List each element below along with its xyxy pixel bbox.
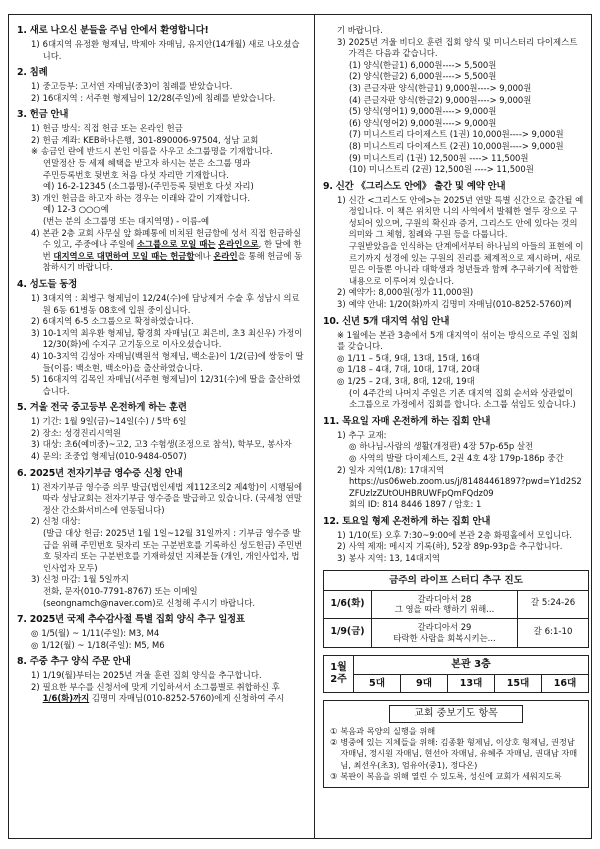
list-item: 2) 장소: 성경진리시역원	[31, 427, 121, 438]
price-line: (4) 큰글자판 양식(한글2) 9,000원----> 9,000원	[349, 94, 532, 105]
list-item: 2) 필요한 부수를 신청서에 맞게 기입하셔서 소그룹별로 취합하신 후 1/6(화)까지 김명미 자매님(010-8252-5760)에게 신청하여 주시	[31, 681, 285, 704]
rota-cell: 15대	[495, 675, 542, 692]
section-new-book	[323, 181, 585, 311]
rota-cell: 5대	[354, 675, 401, 692]
list-item: ※ 송금인 란에 반드시 본인 이름을 사우고 소그룹명을 기재합니다.	[31, 146, 273, 157]
list-item: 2) 헌금 계좌: KEB하나은행, 301-890006-97504, 성남 교회	[31, 134, 259, 145]
list-item: ◎ 1/11 – 5대, 9대, 13대, 15대, 16대	[337, 352, 481, 363]
section-members-news	[17, 279, 306, 397]
table-cell-reference: 갈 6:1-10	[533, 626, 573, 637]
list-item: 1) 기간: 1월 9일(금)~14일(수) / 5박 6일	[31, 416, 187, 427]
section-title: 6. 2025년 전자기부금 영수증 신청 안내	[17, 467, 183, 479]
list-item: ◎ 하나님-사람의 생활(개정판) 4장 57p-65p 살전	[349, 441, 534, 452]
price-line: (9) 미니스트리 (1권) 12,500원 ----> 11,500원	[349, 152, 529, 163]
list-item: 3) 대상: 초6(예비중)~고2, 고3 수험생(조정으로 참석), 학부모, 봉사자	[31, 439, 292, 450]
table-row	[324, 591, 588, 619]
list-item: 2) 예약가: 8,000원(정가 11,000원)	[337, 287, 474, 298]
list-item: 4) 본관 2층 교회 사무실 앞 화폐통에 비치된 헌금함에 성서 직접 헌금하실 수 있고, 주중에나 주일에 소그룹으로 모일 때는 온라인으로, 한 달에 한 번 대지역으로 대면하여 모일 때는 헌금함에나 온라인을 통해 헌금에 동참하시기 바랍니다.	[31, 227, 303, 273]
bulletin-page	[8, 14, 592, 839]
table-title: 금주의 라이프 스터디 추구 진도	[324, 571, 588, 591]
price-line: (5) 양식(영어1) 9,000원----> 9,000원	[349, 106, 497, 117]
list-item: 3) 개인 헌금을 하고자 하는 경우는 이래와 같이 기재합니다.	[31, 192, 250, 203]
list-item: 4) 문의: 조중업 형제님(010-9484-0507)	[31, 451, 187, 462]
prayer-title: 교회 중보기도 항목	[389, 705, 523, 723]
section-title: 4. 성도들 동정	[17, 279, 78, 290]
list-item: ③ 복판이 복음을 위해 열린 수 있도록, 성신에 교회가 세워지도록	[330, 770, 562, 781]
left-column	[9, 15, 315, 838]
list-item: 1) 6대지역 유정환 형제님, 박제아 자매님, 유지안(14개월) 새로 나오셨습니다.	[31, 38, 300, 61]
meeting-id: 회의 ID: 814 8446 1897 / 암호: 1	[349, 499, 482, 510]
rota-cell: 9대	[401, 675, 448, 692]
life-study-table	[323, 570, 589, 648]
list-item: 4) 10-3지역 김성아 자매님(백원석 형제님, 백소윤)이 1/2(금)에 쌍둥이 딸들(이름: 백소현, 백소아)을 출산하였습니다.	[31, 350, 304, 373]
list-item: 2) 16대지역 : 서주현 형제님이 12/28(주일)에 침례를 받았습니다.	[31, 92, 276, 103]
list-item: 3) 신청 마감: 1월 5일까지	[31, 574, 129, 585]
note-line: (이 4주간의 나머지 주일은 기존 대지역 집회 순서와 상관없이	[349, 387, 574, 398]
note-line: 주민등록번호 뒷번호 처음 다섯 자리만 기재합니다.	[43, 169, 229, 180]
section-title: 1. 새로 나오신 분들을 주님 안에서 환영합니다!	[17, 25, 209, 36]
zoom-link[interactable]: https://us06web.zoom.us/j/81484461897?pwd=Y1d2S2ZFUzlzZUtOUHBRUWFpQmFQdz09	[349, 476, 582, 498]
note-line: 예) 16-2-12345 (소그룹명)-(주민등록 뒷번호 다섯 자리)	[43, 181, 254, 192]
price-line: (7) 미니스트리 다이제스트 (1권) 10,000원----> 9,000원	[349, 129, 564, 140]
list-item: 1) 3대지역 : 최병구 형제님이 12/24(수)에 담낭제거 수술 후 성남시 의료원 6동 61병동 08호에 입원 중이십니다.	[31, 292, 300, 315]
list-item: ◎ 사역의 발랄 다이제스트, 2권 4호 4장 179p-186p 중간	[349, 452, 564, 463]
price-line: (3) 큰글자판 양식(한글1) 9,000원----> 9,000원	[349, 82, 532, 93]
table-cell-topic: 갈라디아서 29 타락한 사람을 회복시키는...	[372, 619, 518, 647]
list-item: ◎ 1/12(월) ~ 1/18(주일): M5, M6	[31, 639, 165, 650]
table-cell-reference: 갈 5:24-26	[530, 598, 576, 609]
list-item: 2) 일자 지역(1/8): 17대지역	[337, 464, 445, 475]
rota-cell: 16대	[553, 677, 577, 689]
section-title: 7. 2025년 국제 추수감사절 특별 집회 양식 추구 일정표	[17, 614, 245, 626]
price-line: (2) 양식(한글2) 6,000원----> 5,500원	[349, 71, 497, 82]
section-brothers-meeting	[323, 516, 585, 565]
section-welcome	[17, 25, 306, 62]
section-thanksgiving-schedule	[17, 614, 306, 651]
paragraph: 구원받았음을 인식하는 단계에서부터 하나님의 아들의 표현에 이르기까지 성경에 있는 구원의 진리를 체계적으로 제시하며, 새로 믿은 이들뿐 아니라 대학생과 청년들과 함께 추구하기에 적합한 내용으로 이루어져 있습니다.	[349, 241, 584, 286]
list-item: ① 복음과 목양의 실행을 위해	[330, 725, 436, 736]
note-line: 전화, 문자(010-7791-8767) 또는 이메일(seongnamch@naver.com)로 신청해 주시기 바랍니다.	[43, 585, 256, 608]
section-title: 5. 겨울 전국 중고등부 온전하게 하는 훈련	[17, 402, 187, 414]
section-title: 9. 신간 《그리스도 안에》 출간 및 예약 안내	[323, 180, 506, 192]
list-item: 5) 16대지역 김목인 자매님(서주현 형제님)이 12/31(수)에 딸을 출산하였습니다.	[31, 374, 301, 396]
rota-heading: 본관 3층	[354, 656, 588, 675]
rota-cell: 13대	[448, 675, 495, 692]
list-item: ◎ 1/18 – 4대, 7대, 10대, 17대, 20대	[337, 364, 481, 375]
list-item: 3) 2025년 겨울 비디오 훈련 집회 양식 및 미니스터리 다이제스트 가격은 다음과 같습니다.	[337, 36, 578, 59]
section-donation-receipt	[17, 468, 306, 610]
section-district-mixing	[323, 316, 585, 411]
section-title: 12. 토요일 형제 온전하게 하는 집회 안내	[323, 515, 491, 527]
note-line: 소그룹으로 가정에서 집회를 합니다. 소그룹 섞임도 있습니다.)	[349, 399, 576, 410]
right-column	[315, 15, 593, 838]
list-item: 2) 6대지역 6-5 소그룹으로 확정하였습니다.	[31, 316, 194, 327]
price-line: (10) 미니스트리 (2권) 12,500원 ----> 11,500원	[349, 164, 534, 175]
section-title: 10. 신년 5개 대지역 섞임 안내	[323, 315, 450, 327]
note-line: (발급 대상 헌금: 2025년 1월 1일~12월 31일까지 : 기부금 영수증 발급을 위해 주민번호 뒷자리 또는 구분번호를 기록하신 성도헌금) 주민번호 뒷자리 또는 구분번호를 기재하셨던 지체분들 (개인, 개인사업자, 법인사업자 모두)	[43, 528, 303, 573]
note-line: ※ 1월에는 본관 3층에서 5개 대지역이 섞이는 방식으로 주일 집회를 갖습니다.	[337, 329, 579, 352]
list-item: 3) 봉사 지역: 13, 14대지역	[337, 553, 441, 564]
list-item: ② 병중에 있는 지체들을 위해: 김종환 형제님, 이상호 형제님, 권정남 자매님, 정시원 자매님, 현선아 자매님, 유혜주 자매님, 권대남 자매님, 최선우(초3), 엄유아(중1), 정다온)	[330, 737, 578, 770]
price-line: (8) 미니스트리 다이제스트 (2권) 10,000원----> 9,000원	[349, 140, 564, 151]
table-cell-date: 1/9(금)	[324, 619, 372, 647]
note-line: 연말정산 등 세제 혜택을 받고자 하시는 분은 소그룹 명과	[43, 158, 251, 169]
section-sisters-meeting	[323, 416, 585, 511]
section-offering	[17, 109, 306, 274]
table-cell-topic: 갈라디아서 28 그 영을 따라 행하기 위해...	[372, 591, 518, 618]
continued-line: 기 바랍니다.	[337, 25, 383, 35]
section-title: 2. 침례	[17, 67, 48, 79]
section-material-order	[17, 656, 306, 705]
section-title: 8. 주중 추구 양식 주문 안내	[17, 656, 131, 668]
rota-label: 1월 2주	[324, 656, 354, 692]
list-item: ◎ 1/5(월) ~ 1/11(주일): M3, M4	[31, 628, 160, 639]
price-line: (6) 양식(영어2) 9,000원----> 9,000원	[349, 117, 497, 128]
note-line: 예) 12-3 ○○○예	[43, 204, 109, 215]
list-item: 1) 전자기부금 영수증 의무 발급(법인세법 제112조의2 제4항)이 시행됨에 따라 성남교회는 전자기부금 영수증을 발급하고 있습니다. (국세청 연말정산 간소화서비스에 연동됩니다)	[31, 481, 303, 515]
section-title: 3. 헌금 안내	[17, 109, 69, 121]
section-youth-training	[17, 402, 306, 462]
list-item: 3) 예약 안내: 1/20(화)까지 김명미 자매님(010-8252-5760)께	[337, 299, 572, 310]
list-item: 3) 10-1지역 최우환 형제님, 황경희 자매님(고 최은비, 초3 최신우) 가정이 12/30(화)에 수지구 고기동으로 이사오셨습니다.	[31, 327, 303, 350]
list-item: 1) 헌금 방식: 직접 헌금 또는 온라인 헌금	[31, 123, 183, 134]
meeting-rota-table	[323, 655, 589, 693]
list-item: 2) 사역 제재: 메시지 기록(하), 52장 89p-93p을 추구합니다.	[337, 541, 563, 552]
rota-cells	[354, 675, 588, 692]
list-item: 1) 1/10(토) 오후 7:30~9:00에 본관 2층 화평홀에서 모입니다.	[337, 529, 572, 540]
list-item: 2) 신청 대상:	[31, 516, 81, 527]
list-item: 1) 신간 <그리스도 안에>는 2025년 연말 특별 신간으로 출간될 예정입니다. 이 책은 위치만 니의 사역에서 발췌한 열두 장으로 구성되어 있으며, 구원의 확신과 증거, 그리스도 안에 있다는 것의 의미와 그 체험, 침례와 구원 등을 다룹니다.	[337, 194, 584, 240]
list-item: 1) 추구 교재:	[337, 429, 387, 440]
section-baptism	[17, 67, 306, 104]
price-line: (1) 양식(한글1) 6,000원----> 5,500원	[349, 59, 497, 70]
section-title: 11. 목요일 자매 온전하게 하는 집회 안내	[323, 415, 491, 427]
list-item: ◎ 1/25 – 2대, 3대, 8대, 12대, 19대	[337, 375, 475, 386]
list-item: 1) 1/19(월)부터는 2025년 겨울 훈련 집회 양식을 추구합니다.	[31, 670, 262, 681]
table-cell-date: 1/6(화)	[324, 591, 372, 618]
list-item: 1) 중고등부: 고서연 자매님(중3)이 침례를 받았습니다.	[31, 81, 233, 92]
prayer-box	[323, 700, 589, 788]
section-material-order-continued	[323, 25, 585, 176]
rota-body	[354, 656, 588, 692]
table-row	[324, 619, 588, 647]
note-line: (번는 분의 소그룹명 또는 대지역명) - 이름-예	[43, 216, 210, 227]
